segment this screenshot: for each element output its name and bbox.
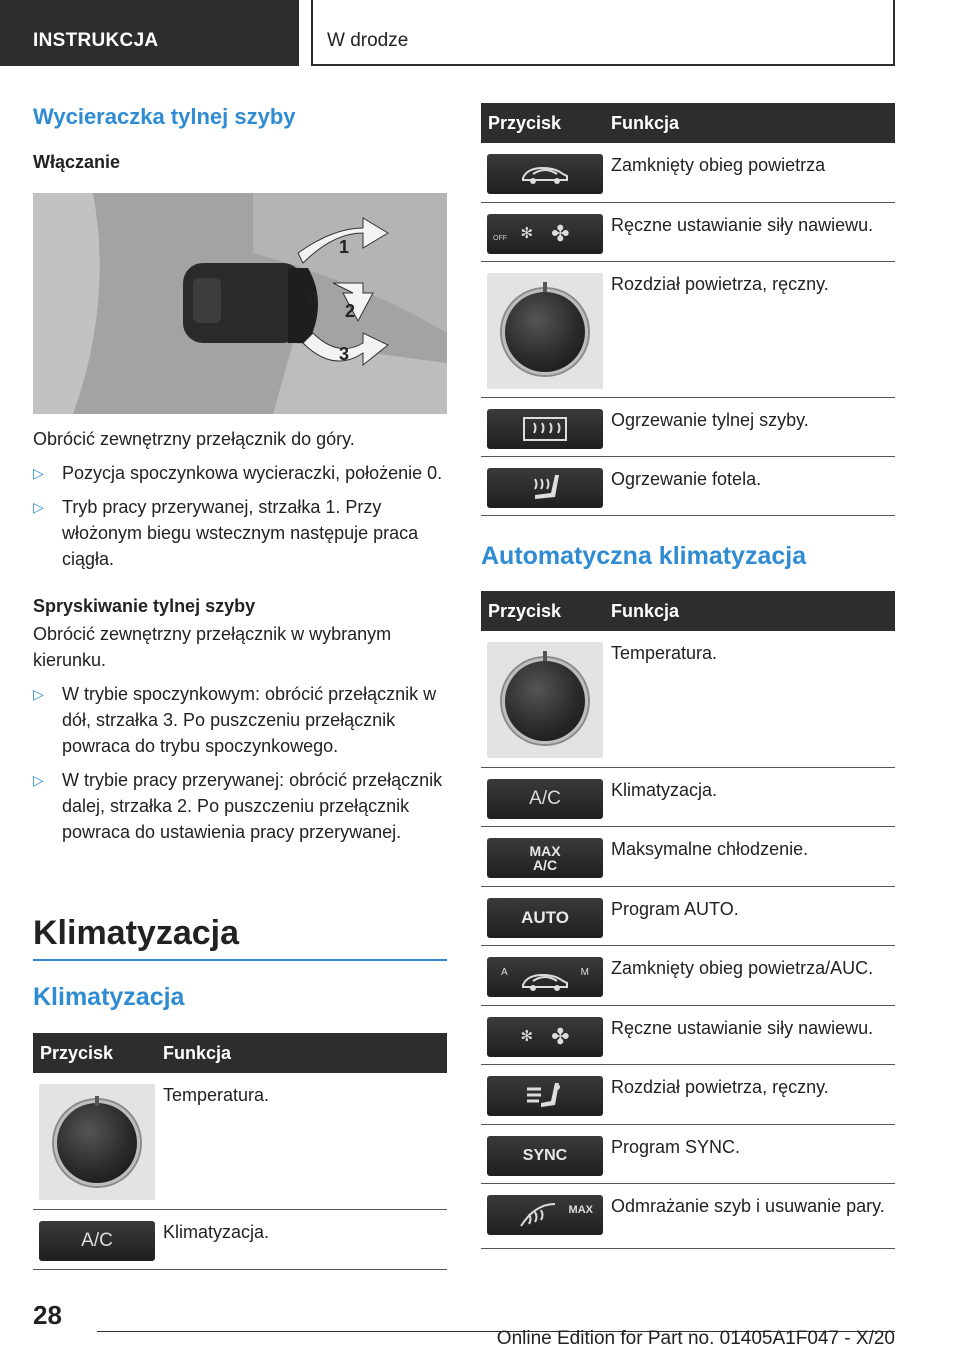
table-row bbox=[481, 456, 895, 515]
climate-big-heading: Klimatyzacja bbox=[33, 914, 447, 961]
page-header bbox=[0, 0, 960, 66]
sync-button-icon: SYNC bbox=[487, 1136, 603, 1176]
rear-wiper-heading: Wycieraczka tylnej szyby bbox=[33, 104, 296, 129]
function-desc: Zamknięty obieg powietrza bbox=[604, 143, 895, 202]
wiper-intro-text: Obrócić zewnętrzny przełącznik do góry. bbox=[33, 429, 355, 449]
function-desc: Rozdział powietrza, ręczny. bbox=[604, 1064, 895, 1124]
air-distribution-knob-icon bbox=[487, 273, 603, 389]
manual-ac-table bbox=[481, 103, 895, 516]
table-row bbox=[481, 886, 895, 945]
climate-section bbox=[33, 914, 447, 1012]
col-button-header: Przycisk bbox=[481, 103, 604, 143]
table-row bbox=[33, 1209, 447, 1269]
wiper-stalk-illustration bbox=[33, 193, 447, 414]
table-row bbox=[481, 767, 895, 826]
spray-subheading: Spryskiwanie tylnej szyby bbox=[33, 596, 256, 616]
table-row bbox=[481, 261, 895, 397]
air-recirculation-icon bbox=[487, 154, 603, 194]
function-desc: Maksymalne chłodzenie. bbox=[604, 826, 895, 886]
temperature-knob-icon bbox=[487, 642, 603, 758]
table-row bbox=[481, 631, 895, 767]
table-row bbox=[481, 1005, 895, 1064]
function-desc: Odmrażanie szyb i usuwanie pary. bbox=[604, 1183, 895, 1248]
col-function-header: Funkcja bbox=[604, 591, 895, 631]
triangle-bullet-icon: ▷ bbox=[33, 499, 44, 515]
fan-manual-icon: ✻ ✤ OFF bbox=[487, 214, 603, 254]
section-label: INSTRUKCJA bbox=[0, 0, 299, 66]
list-item: ▷ Tryb pracy przerywanej, strzałka 1. Przy włożonym biegu wstecznym następuje praca ciągła. bbox=[33, 494, 447, 572]
function-desc: Klimatyzacja. bbox=[604, 767, 895, 826]
wiper-bullets bbox=[33, 460, 447, 572]
function-desc: Program SYNC. bbox=[604, 1124, 895, 1183]
ac-button-icon: A/C bbox=[39, 1221, 155, 1261]
function-desc: Program AUTO. bbox=[604, 886, 895, 945]
table-header bbox=[33, 1033, 447, 1073]
list-item: ▷ Pozycja spoczynkowa wycieraczki, położenie 0. bbox=[33, 460, 447, 486]
auto-climate-heading: Automatyczna klimatyzacja bbox=[481, 542, 807, 570]
table-row bbox=[481, 826, 895, 886]
photo-label-3: 3 bbox=[339, 344, 350, 364]
function-desc: Zamknięty obieg powietrza/AUC. bbox=[604, 945, 895, 1005]
auto-climate-heading-wrap bbox=[481, 542, 895, 571]
list-item: ▷ W trybie pracy przerywanej: obrócić przełącznik dalej, strzałka 2. Po puszczeniu przełącznik powraca do ustawienia pracy przerywanej. bbox=[33, 767, 447, 845]
table-row bbox=[481, 1064, 895, 1124]
list-item: ▷ W trybie spoczynkowym: obrócić przełącznik w dół, strzałka 3. Po puszczeniu przełącznik powraca do trybu spoczynkowego. bbox=[33, 681, 447, 759]
photo-label-1: 1 bbox=[339, 237, 350, 257]
wiper-stalk-photo bbox=[33, 193, 447, 414]
table-row bbox=[481, 143, 895, 202]
table-row bbox=[481, 397, 895, 456]
auto-button-icon: AUTO bbox=[487, 898, 603, 938]
spray-text: Obrócić zewnętrzny przełącznik w wybranym kierunku. bbox=[33, 624, 392, 670]
function-desc: Rozdział powietrza, ręczny. bbox=[604, 261, 895, 397]
table-row bbox=[481, 1124, 895, 1183]
table-row bbox=[33, 1073, 447, 1209]
triangle-bullet-icon: ▷ bbox=[33, 686, 44, 702]
function-desc: Temperatura. bbox=[156, 1073, 447, 1209]
table-header bbox=[481, 103, 895, 143]
table-header bbox=[481, 591, 895, 631]
climate-table-wrap bbox=[33, 1033, 447, 1270]
auto-ac-table bbox=[481, 591, 895, 1249]
table-row bbox=[481, 202, 895, 261]
edition-text: Online Edition for Part no. 01405A1F047 - X/20 bbox=[496, 1328, 895, 1349]
chapter-label: W drodze bbox=[311, 0, 895, 66]
function-desc: Ogrzewanie fotela. bbox=[604, 456, 895, 515]
climate-heading: Klimatyzacja bbox=[33, 983, 185, 1011]
function-desc: Klimatyzacja. bbox=[156, 1209, 447, 1269]
table-row bbox=[481, 945, 895, 1005]
rear-window-heating-icon bbox=[487, 409, 603, 449]
max-defrost-icon: MAX bbox=[487, 1195, 603, 1235]
triangle-bullet-icon: ▷ bbox=[33, 465, 44, 481]
function-desc: Ręczne ustawianie siły nawiewu. bbox=[604, 202, 895, 261]
col-function-header: Funkcja bbox=[604, 103, 895, 143]
auto-ac-table-wrap bbox=[481, 591, 895, 1249]
triangle-bullet-icon: ▷ bbox=[33, 772, 44, 788]
function-desc: Ogrzewanie tylnej szyby. bbox=[604, 397, 895, 456]
page-number: 28 bbox=[33, 1300, 62, 1330]
temperature-knob-icon bbox=[39, 1084, 155, 1200]
function-desc: Temperatura. bbox=[604, 631, 895, 767]
spray-bullets bbox=[33, 681, 447, 845]
left-column bbox=[33, 104, 447, 845]
climate-table bbox=[33, 1033, 447, 1270]
function-desc: Ręczne ustawianie siły nawiewu. bbox=[604, 1005, 895, 1064]
col-function-header: Funkcja bbox=[156, 1033, 447, 1073]
air-distribution-icon bbox=[487, 1076, 603, 1116]
col-button-header: Przycisk bbox=[481, 591, 604, 631]
auc-recirculation-icon: A M bbox=[487, 957, 603, 997]
photo-label-2: 2 bbox=[345, 301, 356, 321]
manual-ac-table-wrap bbox=[481, 103, 895, 516]
photo-label-0: 0 bbox=[308, 289, 319, 309]
table-row bbox=[481, 1183, 895, 1248]
on-subheading: Włączanie bbox=[33, 152, 121, 172]
fan-manual-icon: ✻ ✤ bbox=[487, 1017, 603, 1057]
max-ac-button-icon: MAX A/C bbox=[487, 838, 603, 878]
ac-button-icon: A/C bbox=[487, 779, 603, 819]
col-button-header: Przycisk bbox=[33, 1033, 156, 1073]
seat-heating-icon bbox=[487, 468, 603, 508]
